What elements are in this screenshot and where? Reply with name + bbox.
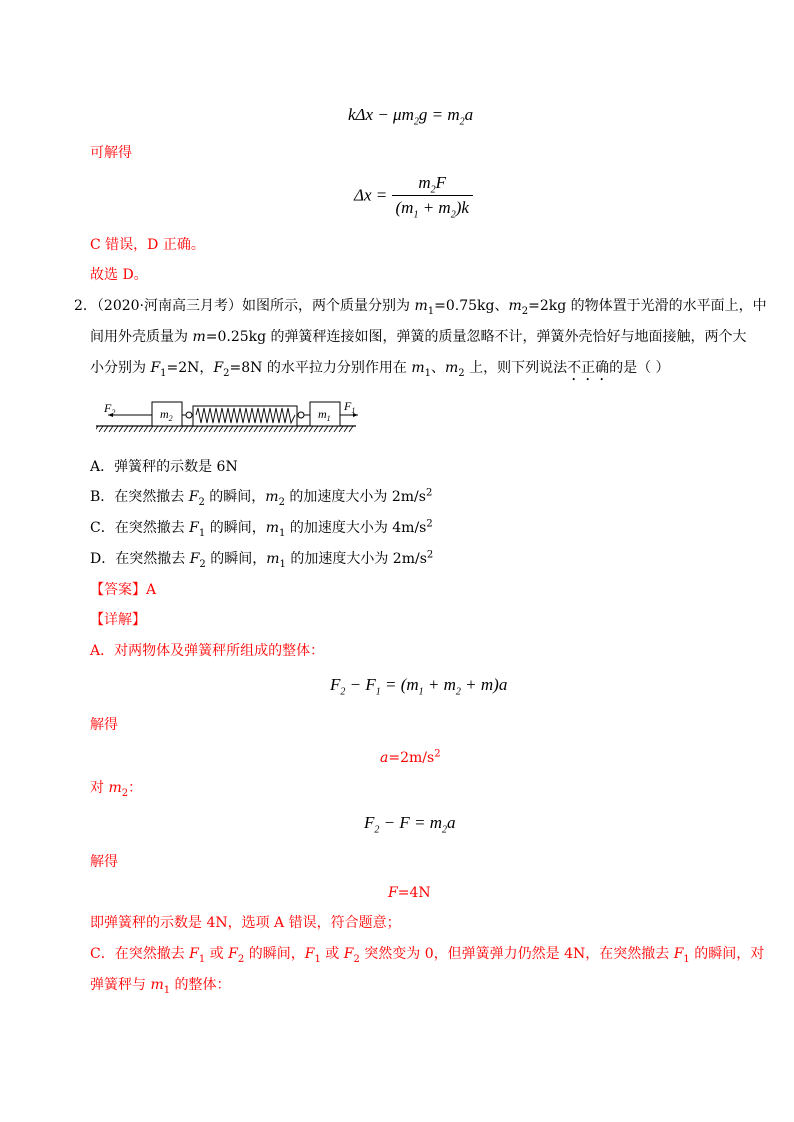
result-acceleration: $a=2m/s^2$	[380, 748, 441, 766]
conclusion-a: 即弹簧秤的示数是 4N，选项 A 错误，符合题意；	[90, 915, 401, 931]
option-b: B．在突然撤去 $F_2$ 的瞬间，$m_2$ 的加速度大小为 $2m/s^2$	[90, 487, 433, 508]
solve-label-2: 解得	[90, 717, 118, 733]
option-d: D．在突然撤去 $F_2$ 的瞬间，$m_1$ 的加速度大小为 $2m/s^2$	[90, 549, 434, 570]
equation-hooke-newton: $k\Delta x - \mu m_2g = m_2a$	[348, 105, 474, 128]
svg-text:m1: $m_1$	[318, 407, 331, 423]
ground-hatching	[96, 426, 353, 432]
fraction	[392, 172, 473, 219]
question-2-line-2: 间用外壳质量为 m=0.25kg 的弹簧秤连接如图，弹簧的质量忽略不计，弹簧外壳恰好与地面接触，两个大	[90, 329, 747, 345]
solution-c-line-2: 弹簧秤与 $m_1$ 的整体：	[90, 977, 231, 996]
question-2-line-1: 2．（2020·河南高三月考）如图所示，两个质量分别为 $m_1=0.75kg$、$m_2=2kg$ 的物体置于光滑的水平面上，中	[74, 298, 767, 317]
choose-answer: 故选 D。	[90, 267, 148, 283]
question-2-line-3: 小分别为 $F_1=2N$，$F_2=8N$ 的水平拉力分别作用在 $m_1$、$m_2$ 上，则下列说法不正确的是（ ）	[90, 360, 670, 379]
solve-label-3: 解得	[90, 854, 118, 870]
fraction-numerator: $m_2F$	[392, 172, 473, 196]
emphasis-not-correct: 不正确	[567, 360, 610, 376]
option-a: A．弹簧秤的示数是 6N	[90, 459, 238, 475]
cd-conclusion: C 错误，D 正确。	[90, 237, 205, 253]
equation-delta-x: Δx = $\frac{m_2F}{(m_1 + m_2)k}$	[354, 172, 473, 219]
option-c: C．在突然撤去 $F_1$ 的瞬间，$m_1$ 的加速度大小为 $4m/s^2$	[90, 518, 433, 539]
result-force: F=4N	[388, 885, 431, 901]
answer-label: 【答案】A	[90, 582, 157, 598]
fraction-denominator: $(m_1 + m_2)k$	[395, 198, 469, 221]
detail-label: 【详解】	[90, 612, 146, 628]
equation-whole-system: $F_2 - F_1 = (m_1 + m_2 + m)a$	[330, 675, 508, 698]
svg-text:m2: $m_2$	[160, 407, 173, 423]
label-F2: $F_2$	[104, 401, 116, 417]
spring-scale-figure	[96, 396, 366, 436]
solution-a-intro: A．对两物体及弹簧秤所组成的整体：	[90, 643, 325, 659]
solution-c-line-1: C．在突然撤去 $F_1$ 或 $F_2$ 的瞬间，$F_1$ 或 $F_2$ 突然变为 0，但弹簧弹力仍然是 4N，在突然撤去 $F_1$ 的瞬间，对	[90, 946, 765, 965]
equation-m2: $F_2 - F = m_2a$	[364, 813, 456, 836]
label-F1: $F_1$	[344, 399, 356, 415]
for-m2-label: 对 $m_2$：	[90, 780, 143, 799]
solve-label: 可解得	[90, 145, 132, 161]
